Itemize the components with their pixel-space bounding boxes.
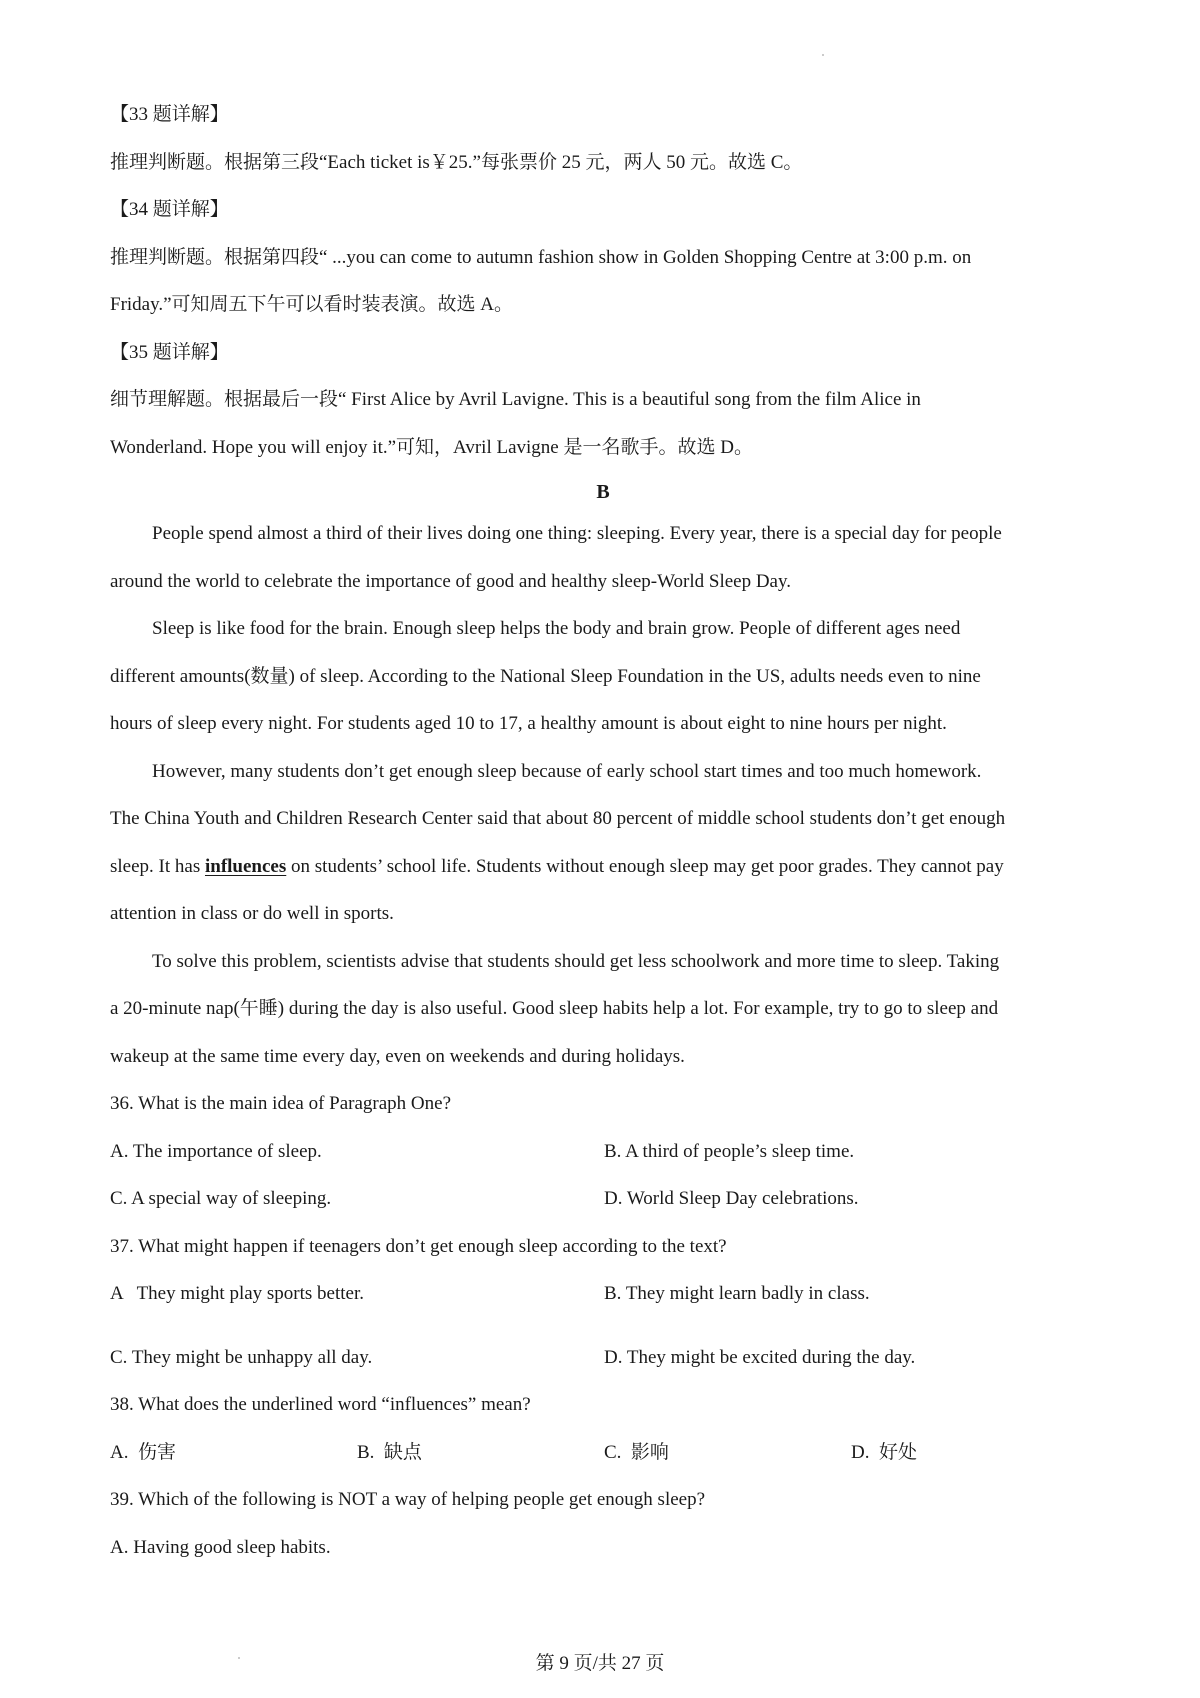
question-38-option-a: A. 伤害 [110,1442,176,1463]
question-39-option-a: A. Having good sleep habits. [110,1537,331,1558]
passage-p2-line1: Sleep is like food for the brain. Enough sleep helps the body and brain grow. People of different ages need [152,618,961,639]
question-38-option-c: C. 影响 [604,1442,669,1463]
explanation-35-title: 【35 题详解】 [110,342,229,363]
question-37-option-c: C. They might be unhappy all day. [110,1347,373,1368]
passage-p3-line2: The China Youth and Children Research Center said that about 80 percent of middle school students don’t get enough [110,808,1006,829]
passage-p4-line1: To solve this problem, scientists advise that students should get less schoolwork and more time to sleep. Taking [152,951,1000,972]
passage-p3-line3 [110,855,1100,879]
question-38-option-b: B. 缺点 [357,1442,422,1463]
passage-p1-line1: People spend almost a third of their lives doing one thing: sleeping. Every year, there is a special day for people [152,523,1002,544]
question-36-option-a: A. The importance of sleep. [110,1141,322,1162]
passage-p3-line3-start: sleep. It has [110,856,205,877]
question-36-option-c: C. A special way of sleeping. [110,1188,332,1209]
scan-speck [822,54,824,56]
question-37-option-d: D. They might be excited during the day. [604,1347,916,1368]
question-37-option-a: A They might play sports better. [110,1283,365,1304]
question-36-option-d: D. World Sleep Day celebrations. [604,1188,859,1209]
explanation-35-text-line1: 细节理解题。根据最后一段“ First Alice by Avril Lavigne. This is a beautiful song from the film Alice in [110,389,921,410]
passage-p3-line3-end: on students’ school life. Students without enough sleep may get poor grades. They cannot pay [286,856,1004,877]
explanation-34-title: 【34 题详解】 [110,199,229,220]
passage-p1-line2: around the world to celebrate the importance of good and healthy sleep-World Sleep Day. [110,571,792,592]
page-number-footer: 第 9 页/共 27 页 [535,1653,665,1674]
explanation-33-title: 【33 题详解】 [110,104,229,125]
question-37-option-b: B. They might learn badly in class. [604,1283,870,1304]
passage-p2-line2: different amounts(数量) of sleep. According to the National Sleep Foundation in the US, adults needs even to nine [110,666,981,687]
question-38-stem: 38. What does the underlined word “influences” mean? [110,1394,531,1415]
passage-p3-line4: attention in class or do well in sports. [110,903,394,924]
passage-p4-line2: a 20-minute nap(午睡) during the day is also useful. Good sleep habits help a lot. For example, try to go to sleep and [110,998,999,1019]
explanation-34-text-line2: Friday.”可知周五下午可以看时装表演。故选 A。 [110,294,514,315]
question-38-option-d: D. 好处 [851,1442,917,1463]
explanation-35-text-line2: Wonderland. Hope you will enjoy it.”可知，Avril Lavigne 是一名歌手。故选 D。 [110,437,753,458]
passage-p2-line3: hours of sleep every night. For students aged 10 to 17, a healthy amount is about eight to nine hours per night. [110,713,947,734]
explanation-34-text-line1: 推理判断题。根据第四段“ ...you can come to autumn fashion show in Golden Shopping Centre at 3:00 p.m. on [110,247,972,268]
explanation-33-text: 推理判断题。根据第三段“Each ticket is￥25.”每张票价 25 元，两人 50 元。故选 C。 [110,152,803,173]
underlined-word-influences: influences [204,856,287,877]
question-36-option-b: B. A third of people’s sleep time. [604,1141,855,1162]
question-37-stem: 37. What might happen if teenagers don’t get enough sleep according to the text? [110,1236,727,1257]
passage-p3-line1: However, many students don’t get enough sleep because of early school start times and too much homework. [152,761,982,782]
question-36-stem: 36. What is the main idea of Paragraph One? [110,1093,452,1114]
passage-p4-line3: wakeup at the same time every day, even on weekends and during holidays. [110,1046,685,1067]
section-title: B [596,481,610,503]
question-39-stem: 39. Which of the following is NOT a way of helping people get enough sleep? [110,1489,706,1510]
